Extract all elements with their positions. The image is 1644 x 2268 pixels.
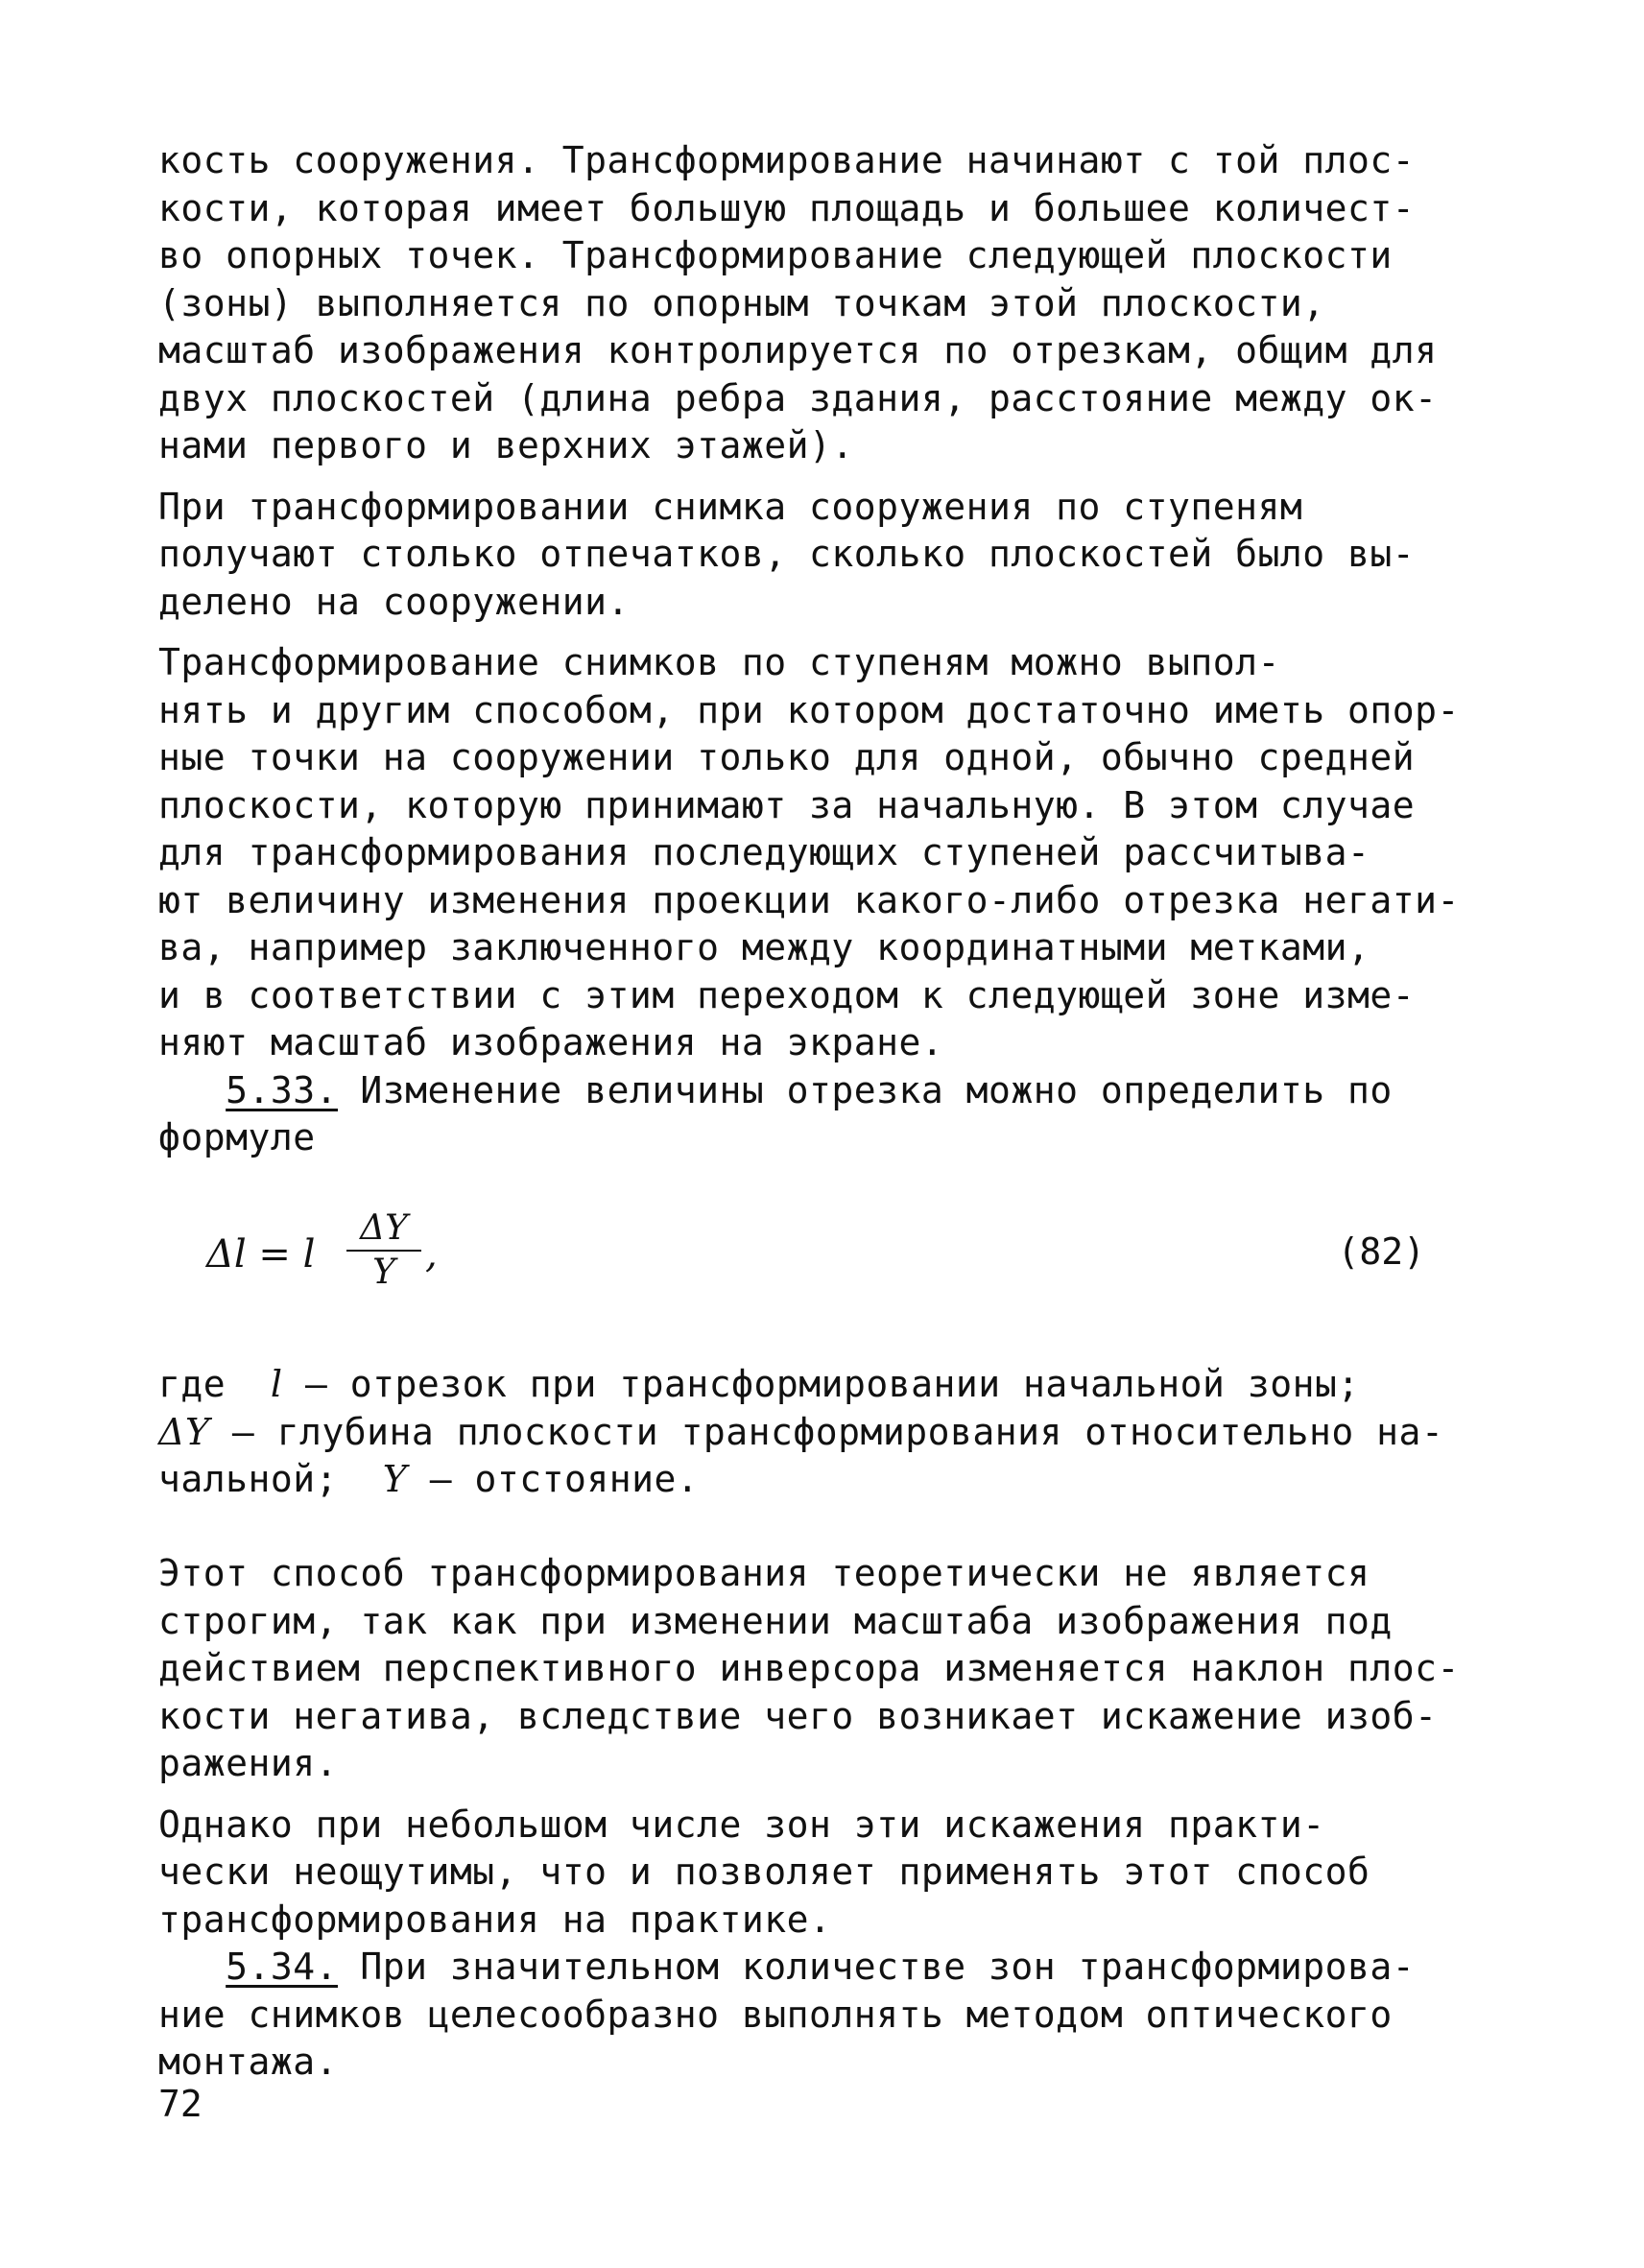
text-line: нять и другим способом, при котором достаточно иметь опор-	[158, 688, 1460, 731]
text-fragment: чальной;	[158, 1458, 339, 1500]
text-line: трансформирования на практике.	[158, 1898, 832, 1941]
symbol-delta-y: ΔY	[158, 1410, 210, 1453]
text-line: Трансформирование снимков по ступеням можно выпол-	[158, 641, 1280, 683]
formula-comma: ,	[425, 1232, 438, 1277]
paragraph-gap	[158, 1788, 1483, 1802]
text-line: монтажа.	[158, 2041, 339, 2083]
text-line: ражения.	[158, 1742, 339, 1784]
fraction-denominator: Y	[372, 1253, 395, 1292]
text-line: ют величину изменения проекции какого-либо отрезка негати-	[158, 878, 1460, 921]
text-line	[158, 1944, 1483, 1992]
formula-fraction	[346, 1209, 421, 1292]
body-text-bottom	[158, 1550, 1483, 2087]
text-line	[158, 1456, 1483, 1504]
text-line: делено на сооружении.	[158, 580, 630, 623]
text-line: получают столько отпечатков, сколько плоскостей было вы-	[158, 533, 1416, 575]
text-line: строгим, так как при изменении масштаба изображения под	[158, 1599, 1393, 1642]
symbol-y: Y	[382, 1458, 408, 1500]
text-line: и в соответствии с этим переходом к следующей зоне изме-	[158, 973, 1416, 1016]
formula-82	[206, 1209, 1483, 1305]
text-line: плоскости, которую принимают за начальную. В этом случае	[158, 783, 1416, 826]
paragraph-5	[158, 1802, 1483, 1945]
symbol-delta-y-description: – глубина плоскости трансформирования относительно на-	[209, 1410, 1444, 1453]
paragraph-gap	[158, 470, 1483, 484]
symbol-l: l	[270, 1363, 283, 1405]
text-line	[158, 1409, 1483, 1457]
paragraph-4	[158, 1550, 1483, 1788]
text-line: кости, которая имеет большую площадь и большее количест-	[158, 186, 1416, 229]
text-line	[158, 1361, 1483, 1409]
paragraph-1	[158, 137, 1483, 470]
section-number: 5.34.	[226, 1946, 339, 1988]
body-text-top	[158, 137, 1483, 1162]
section-text: Изменение величины отрезка можно определить по	[338, 1068, 1393, 1111]
fraction-numerator: ΔY	[360, 1208, 408, 1248]
text-line: формуле	[158, 1116, 316, 1158]
text-line: ва, например заключенного между координатными метками,	[158, 926, 1370, 968]
text-line	[158, 1067, 1483, 1115]
where-word: где	[158, 1363, 226, 1405]
formula-legend	[158, 1361, 1483, 1504]
section-5-34	[158, 1944, 1483, 2087]
text-line: нами первого и верхних этажей).	[158, 424, 854, 466]
symbol-y-description: – отстояние.	[407, 1458, 700, 1500]
text-line: во опорных точек. Трансформирование следующей плоскости	[158, 234, 1393, 276]
text-line: двух плоскостей (длина ребра здания, расстояние между ок-	[158, 376, 1438, 419]
section-text: При значительном количестве зон трансформирова-	[338, 1946, 1416, 1988]
equation-number: (82)	[1337, 1230, 1425, 1273]
text-line: ные точки на сооружении только для одной, обычно средней	[158, 736, 1416, 778]
text-line: (зоны) выполняется по опорным точкам этой плоскости,	[158, 281, 1325, 324]
text-line: масштаб изображения контролируется по отрезкам, общим для	[158, 329, 1438, 371]
text-line: Однако при небольшом числе зон эти искажения практи-	[158, 1802, 1325, 1846]
paragraph-2	[158, 484, 1483, 627]
section-number: 5.33.	[226, 1068, 339, 1111]
text-line: При трансформировании снимка сооружения по ступеням	[158, 485, 1303, 528]
text-line: для трансформирования последующих ступеней рассчитыва-	[158, 831, 1370, 873]
paragraph-3	[158, 639, 1483, 1067]
formula-lhs: Δl = l	[206, 1232, 316, 1277]
page-number: 72	[158, 2083, 203, 2125]
text-line: кости негатива, вследствие чего возникает искажение изоб-	[158, 1694, 1438, 1737]
text-line: Этот способ трансформирования теоретически не является	[158, 1552, 1370, 1594]
symbol-l-description: – отрезок при трансформировании начальной зоны;	[282, 1363, 1360, 1405]
fraction-bar	[346, 1250, 421, 1252]
paragraph-gap	[158, 626, 1483, 639]
text-line: ние снимков целесообразно выполнять методом оптического	[158, 1993, 1393, 2036]
text-line: няют масштаб изображения на экране.	[158, 1021, 944, 1063]
text-line: чески неощутимы, что и позволяет применять этот способ	[158, 1850, 1370, 1893]
section-5-33	[158, 1067, 1483, 1162]
text-line: кость сооружения. Трансформирование начинают с той плос-	[158, 139, 1416, 181]
text-line: действием перспективного инверсора изменяется наклон плос-	[158, 1647, 1460, 1689]
